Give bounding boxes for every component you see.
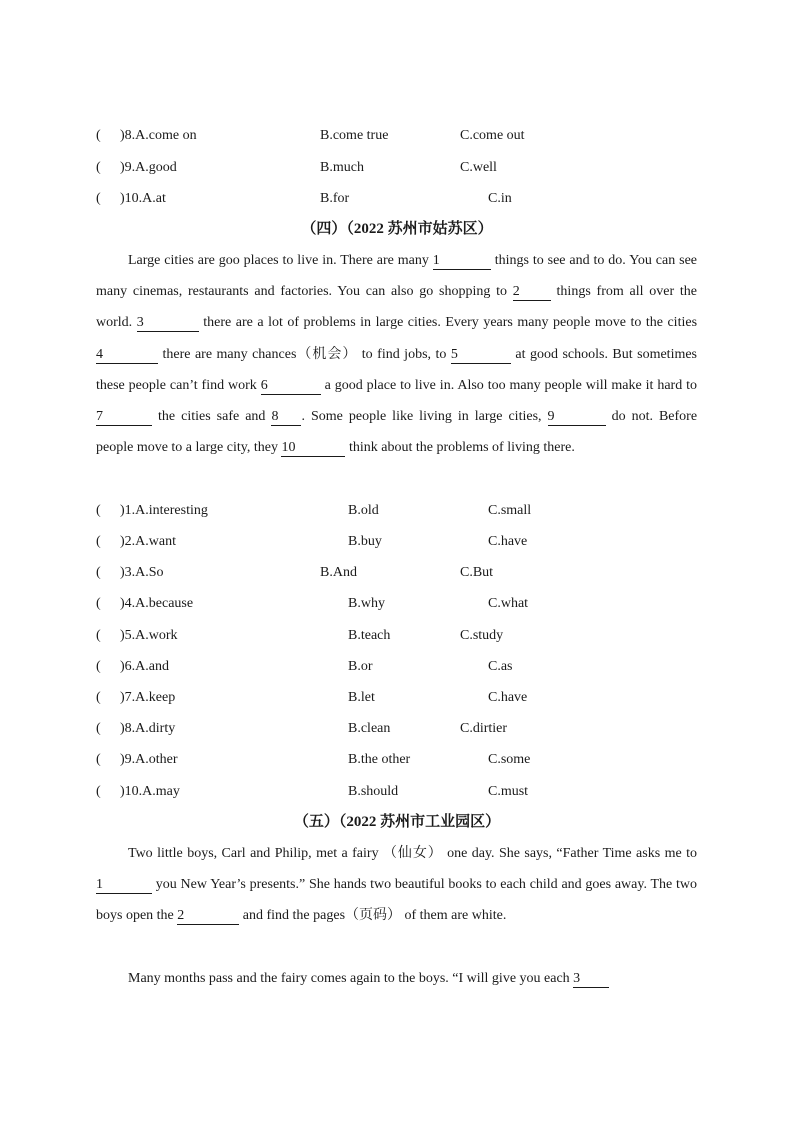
blank-1[interactable]: 1 (433, 253, 491, 270)
option-b: B.let (348, 690, 375, 705)
question-row (96, 688, 696, 708)
option-a: )8.A.dirty (120, 721, 176, 736)
option-b: B.for (320, 191, 350, 206)
option-a: )9.A.good (120, 160, 177, 175)
section-heading: （五）（2022 苏州市工业园区） (293, 814, 501, 830)
option-b: B.come true (320, 128, 389, 143)
question-row (96, 126, 696, 146)
option-c: C.come out (460, 128, 525, 143)
question-row (96, 189, 696, 209)
blank-6[interactable]: 6 (261, 378, 321, 395)
blank-8[interactable]: 8 (271, 409, 301, 426)
option-c: C.have (488, 534, 528, 549)
answer-paren[interactable]: ( (96, 128, 101, 143)
option-b: B.much (320, 160, 364, 175)
option-c: C.must (488, 784, 529, 799)
question-row (96, 719, 696, 739)
option-b: B.buy (348, 534, 382, 549)
passage-text: Large cities are goo places to live in. There are many (128, 253, 429, 268)
answer-paren[interactable]: ( (96, 191, 101, 206)
option-b: B.the other (348, 752, 411, 767)
question-row (96, 532, 696, 552)
answer-paren[interactable]: ( (96, 565, 101, 580)
option-a: )1.A.interesting (120, 503, 208, 518)
passage-text: think about the problems of living there. (348, 440, 575, 456)
option-b: B.old (348, 503, 379, 518)
option-b: B.And (320, 565, 357, 580)
passage-paragraph (96, 838, 697, 932)
blank-3[interactable]: 3 (573, 971, 609, 988)
option-b: B.teach (348, 628, 391, 643)
answer-paren[interactable]: ( (96, 659, 101, 674)
blank-1[interactable]: 1 (96, 877, 152, 894)
question-row (96, 563, 696, 583)
option-a: )4.A.because (120, 596, 194, 611)
option-a: )3.A.So (120, 565, 164, 580)
passage-text: you New Year’s presents.” She hands two beautiful books to each child and goes away. The two boys open the (96, 877, 697, 924)
option-a: )6.A.and (120, 659, 169, 674)
passage-text: and find the pages（页码） of them are white. (242, 908, 507, 924)
blank-7[interactable]: 7 (96, 409, 152, 426)
answer-paren[interactable]: ( (96, 752, 101, 767)
answer-paren[interactable]: ( (96, 160, 101, 175)
option-a: )5.A.work (120, 628, 178, 643)
option-a: )10.A.may (120, 784, 180, 799)
blank-4[interactable]: 4 (96, 347, 158, 364)
option-a: )8.A.come on (120, 128, 197, 143)
option-a: )9.A.other (120, 752, 178, 767)
question-row (96, 594, 696, 614)
answer-paren[interactable]: ( (96, 596, 101, 611)
question-row (96, 657, 696, 677)
passage-text: things from all over the world. (96, 284, 697, 331)
blank-3[interactable]: 3 (137, 315, 199, 332)
option-c: C.But (460, 565, 494, 580)
option-c: C.have (488, 690, 528, 705)
blank-10[interactable]: 10 (281, 440, 345, 457)
answer-paren[interactable]: ( (96, 784, 101, 799)
passage-text: there are a lot of problems in large cities. Every years many people move to the cities (203, 315, 698, 331)
option-c: C.in (488, 191, 512, 206)
option-a: )7.A.keep (120, 690, 176, 705)
option-a: )10.A.at (120, 191, 166, 206)
option-c: C.as (488, 659, 513, 674)
option-b: B.clean (348, 721, 391, 736)
option-c: C.study (460, 628, 504, 643)
blank-9[interactable]: 9 (548, 409, 606, 426)
option-c: C.well (460, 160, 497, 175)
passage-text: Two little boys, Carl and Philip, met a fairy （仙女） one day. She says, “Father Time asks me to (128, 846, 697, 861)
passage-text: at good schools. But sometimes these people can’t find work (96, 346, 698, 393)
passage-text: do not. Before people move to a large city, they (96, 409, 698, 456)
option-c: C.dirtier (460, 721, 508, 736)
passage-paragraph (96, 963, 697, 994)
blank-2[interactable]: 2 (177, 908, 239, 925)
question-row (96, 782, 696, 802)
passage-text: Many months pass and the fairy comes again to the boys. “I will give you each (128, 971, 570, 986)
section-heading: （四）（2022 苏州市姑苏区） (301, 221, 493, 237)
answer-paren[interactable]: ( (96, 721, 101, 736)
option-a: )2.A.want (120, 534, 176, 549)
question-row (96, 750, 696, 770)
passage-text: there are many chances（机会） to find jobs, to (162, 346, 447, 362)
option-c: C.small (488, 503, 532, 518)
answer-paren[interactable]: ( (96, 628, 101, 643)
blank-5[interactable]: 5 (451, 347, 511, 364)
passage-text: a good place to live in. Also too many people will make it hard to (324, 377, 698, 393)
answer-paren[interactable]: ( (96, 534, 101, 549)
option-c: C.some (488, 752, 531, 767)
passage-text: things to see and to do. You can see many cinemas, restaurants and factories. You can also go shopping to (96, 253, 698, 300)
option-b: B.why (348, 596, 385, 611)
passage-text: . Some people like living in large cities, (301, 409, 542, 425)
passage-paragraph (96, 245, 697, 463)
option-c: C.what (488, 596, 529, 611)
answer-paren[interactable]: ( (96, 503, 101, 518)
option-b: B.should (348, 784, 399, 799)
blank-2[interactable]: 2 (513, 284, 551, 301)
passage-text: the cities safe and (158, 409, 266, 425)
question-row (96, 501, 696, 521)
question-row (96, 158, 696, 178)
question-row (96, 626, 696, 646)
option-b: B.or (348, 659, 373, 674)
answer-paren[interactable]: ( (96, 690, 101, 705)
